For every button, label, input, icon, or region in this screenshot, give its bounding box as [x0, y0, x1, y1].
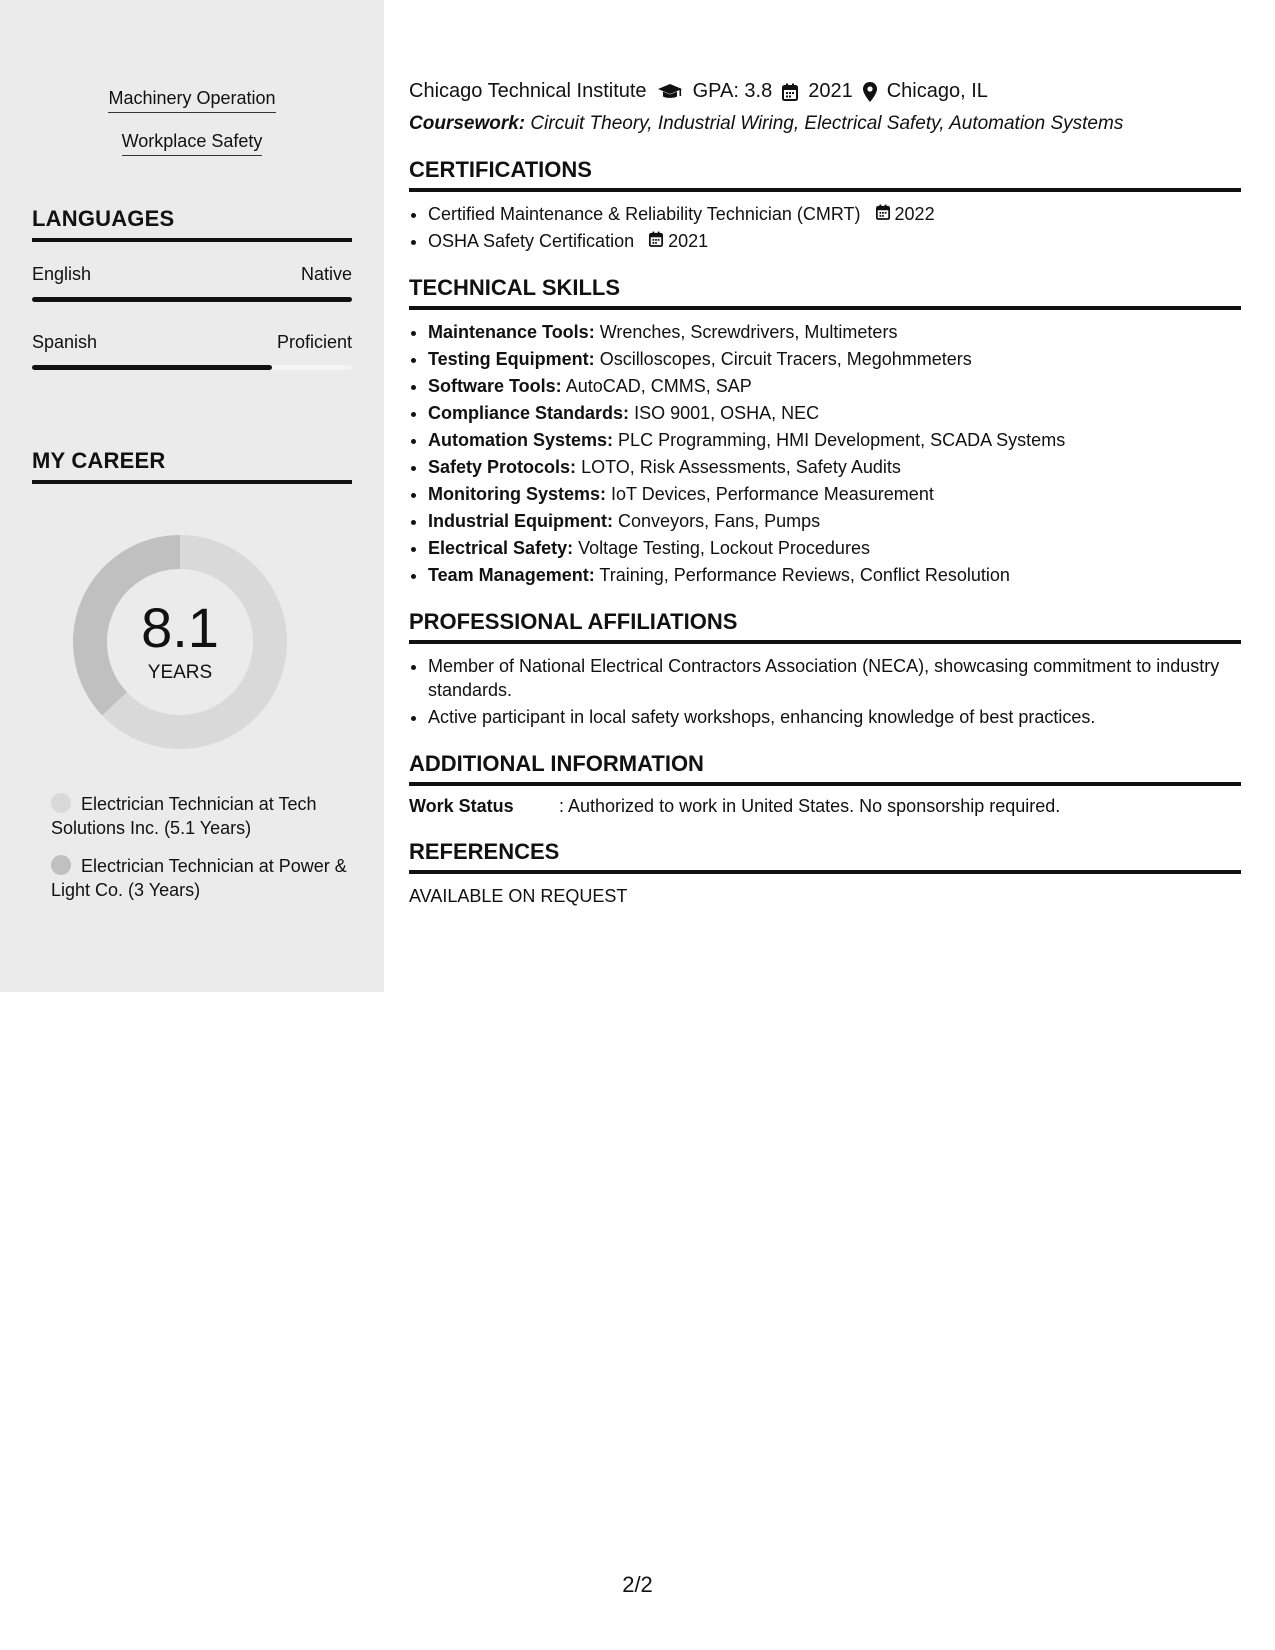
- sidebar: [0, 0, 384, 992]
- languages-heading: LANGUAGES: [32, 206, 352, 242]
- list-item: [428, 202, 1241, 226]
- career-donut-chart: [66, 528, 294, 756]
- career-legend-label: Electrician Technician at Power & Light Co. (3 Years): [51, 856, 347, 900]
- skill-label: Electrical Safety:: [428, 538, 574, 558]
- list-item: [428, 320, 1241, 344]
- coursework-label: Coursework:: [409, 113, 526, 134]
- list-item: [428, 401, 1241, 425]
- career-total-unit: YEARS: [147, 662, 213, 683]
- page-number: 2/2: [622, 1572, 653, 1597]
- work-status-row: [409, 796, 1241, 817]
- list-item: [428, 536, 1241, 560]
- graduation-cap-icon: [657, 83, 683, 101]
- career-legend-item: [51, 854, 352, 902]
- skill-value: Conveyors, Fans, Pumps: [618, 511, 821, 531]
- skill-value: IoT Devices, Performance Measurement: [611, 484, 934, 504]
- coursework-line: [409, 113, 1241, 135]
- list-item: [428, 509, 1241, 533]
- technical-skills-heading: TECHNICAL SKILLS: [409, 275, 1241, 310]
- additional-info-heading: ADDITIONAL INFORMATION: [409, 751, 1241, 786]
- list-item: [428, 455, 1241, 479]
- calendar-icon: [782, 83, 798, 101]
- list-item: [428, 428, 1241, 452]
- legend-dot-icon: [51, 855, 71, 875]
- map-pin-icon: [863, 82, 877, 102]
- list-item: [428, 563, 1241, 587]
- language-level: Native: [300, 264, 352, 284]
- list-item: [428, 347, 1241, 371]
- language-row: [32, 332, 352, 370]
- references-heading: REFERENCES: [409, 839, 1241, 874]
- technical-skills-list: [409, 320, 1241, 587]
- language-row: [32, 264, 352, 302]
- list-item: [428, 229, 1241, 253]
- career-heading: MY CAREER: [32, 448, 352, 484]
- skill-value: PLC Programming, HMI Development, SCADA Systems: [618, 430, 1066, 450]
- career-legend-item: [51, 792, 352, 840]
- skill-tag: Machinery Operation: [108, 88, 275, 113]
- work-status-value: : Authorized to work in United States. No sponsorship required.: [559, 796, 1061, 816]
- certification-year: 2021: [668, 231, 709, 251]
- education-line: [409, 80, 1241, 103]
- skill-value: LOTO, Risk Assessments, Safety Audits: [581, 457, 901, 477]
- skill-value: Training, Performance Reviews, Conflict Resolution: [599, 565, 1010, 585]
- language-bar: [32, 365, 352, 370]
- coursework-text: Circuit Theory, Industrial Wiring, Electrical Safety, Automation Systems: [530, 113, 1124, 134]
- language-level: Proficient: [276, 332, 352, 352]
- skill-value: ISO 9001, OSHA, NEC: [634, 403, 820, 423]
- legend-dot-icon: [51, 793, 71, 813]
- affiliations-list: [409, 654, 1241, 729]
- list-item: [428, 482, 1241, 506]
- certifications-list: [409, 202, 1241, 253]
- skill-value: Voltage Testing, Lockout Procedures: [578, 538, 870, 558]
- skill-label: Maintenance Tools:: [428, 322, 595, 342]
- skill-label: Safety Protocols:: [428, 457, 577, 477]
- skill-value: Oscilloscopes, Circuit Tracers, Megohmmeters: [599, 349, 972, 369]
- skill-label: Industrial Equipment:: [428, 511, 614, 531]
- language-bar: [32, 297, 352, 302]
- language-bar-fill: [32, 365, 272, 370]
- certification-year: 2022: [894, 204, 935, 224]
- education-year: 2021: [808, 80, 853, 102]
- certification-name: Certified Maintenance & Reliability Technician (CMRT): [428, 204, 861, 224]
- skill-value: Wrenches, Screwdrivers, Multimeters: [599, 322, 898, 342]
- education-gpa: GPA: 3.8: [692, 80, 773, 102]
- language-name: Spanish: [32, 332, 98, 352]
- list-item: • Active participant in local safety workshops, enhancing knowledge of best practices.: [428, 705, 1241, 729]
- skill-label: Compliance Standards:: [428, 403, 630, 423]
- certifications-heading: CERTIFICATIONS: [409, 157, 1241, 192]
- calendar-icon: [876, 202, 890, 226]
- work-status-label: Work Status: [409, 796, 514, 816]
- certification-name: OSHA Safety Certification: [428, 231, 635, 251]
- skill-label: Automation Systems:: [428, 430, 614, 450]
- skill-label: Team Management:: [428, 565, 595, 585]
- language-bar-fill: [32, 297, 352, 302]
- skill-label: Software Tools:: [428, 376, 562, 396]
- skill-value: AutoCAD, CMMS, SAP: [565, 376, 752, 396]
- skill-label: Testing Equipment:: [428, 349, 595, 369]
- calendar-icon: [649, 229, 663, 253]
- references-text: AVAILABLE ON REQUEST: [409, 886, 628, 906]
- career-total-years: 8.1: [141, 596, 219, 659]
- career-legend-label: Electrician Technician at Tech Solutions Inc. (5.1 Years): [51, 794, 317, 838]
- main-content: [409, 0, 1241, 907]
- list-item: • Member of National Electrical Contractors Association (NECA), showcasing commitment to industry standards.: [428, 654, 1241, 702]
- education-school: Chicago Technical Institute: [409, 80, 647, 102]
- language-name: English: [32, 264, 92, 284]
- skill-tag: Workplace Safety: [122, 131, 263, 156]
- education-location: Chicago, IL: [886, 80, 988, 102]
- career-legend: [32, 792, 352, 902]
- affiliations-heading: PROFESSIONAL AFFILIATIONS: [409, 609, 1241, 644]
- skill-label: Monitoring Systems:: [428, 484, 607, 504]
- list-item: [428, 374, 1241, 398]
